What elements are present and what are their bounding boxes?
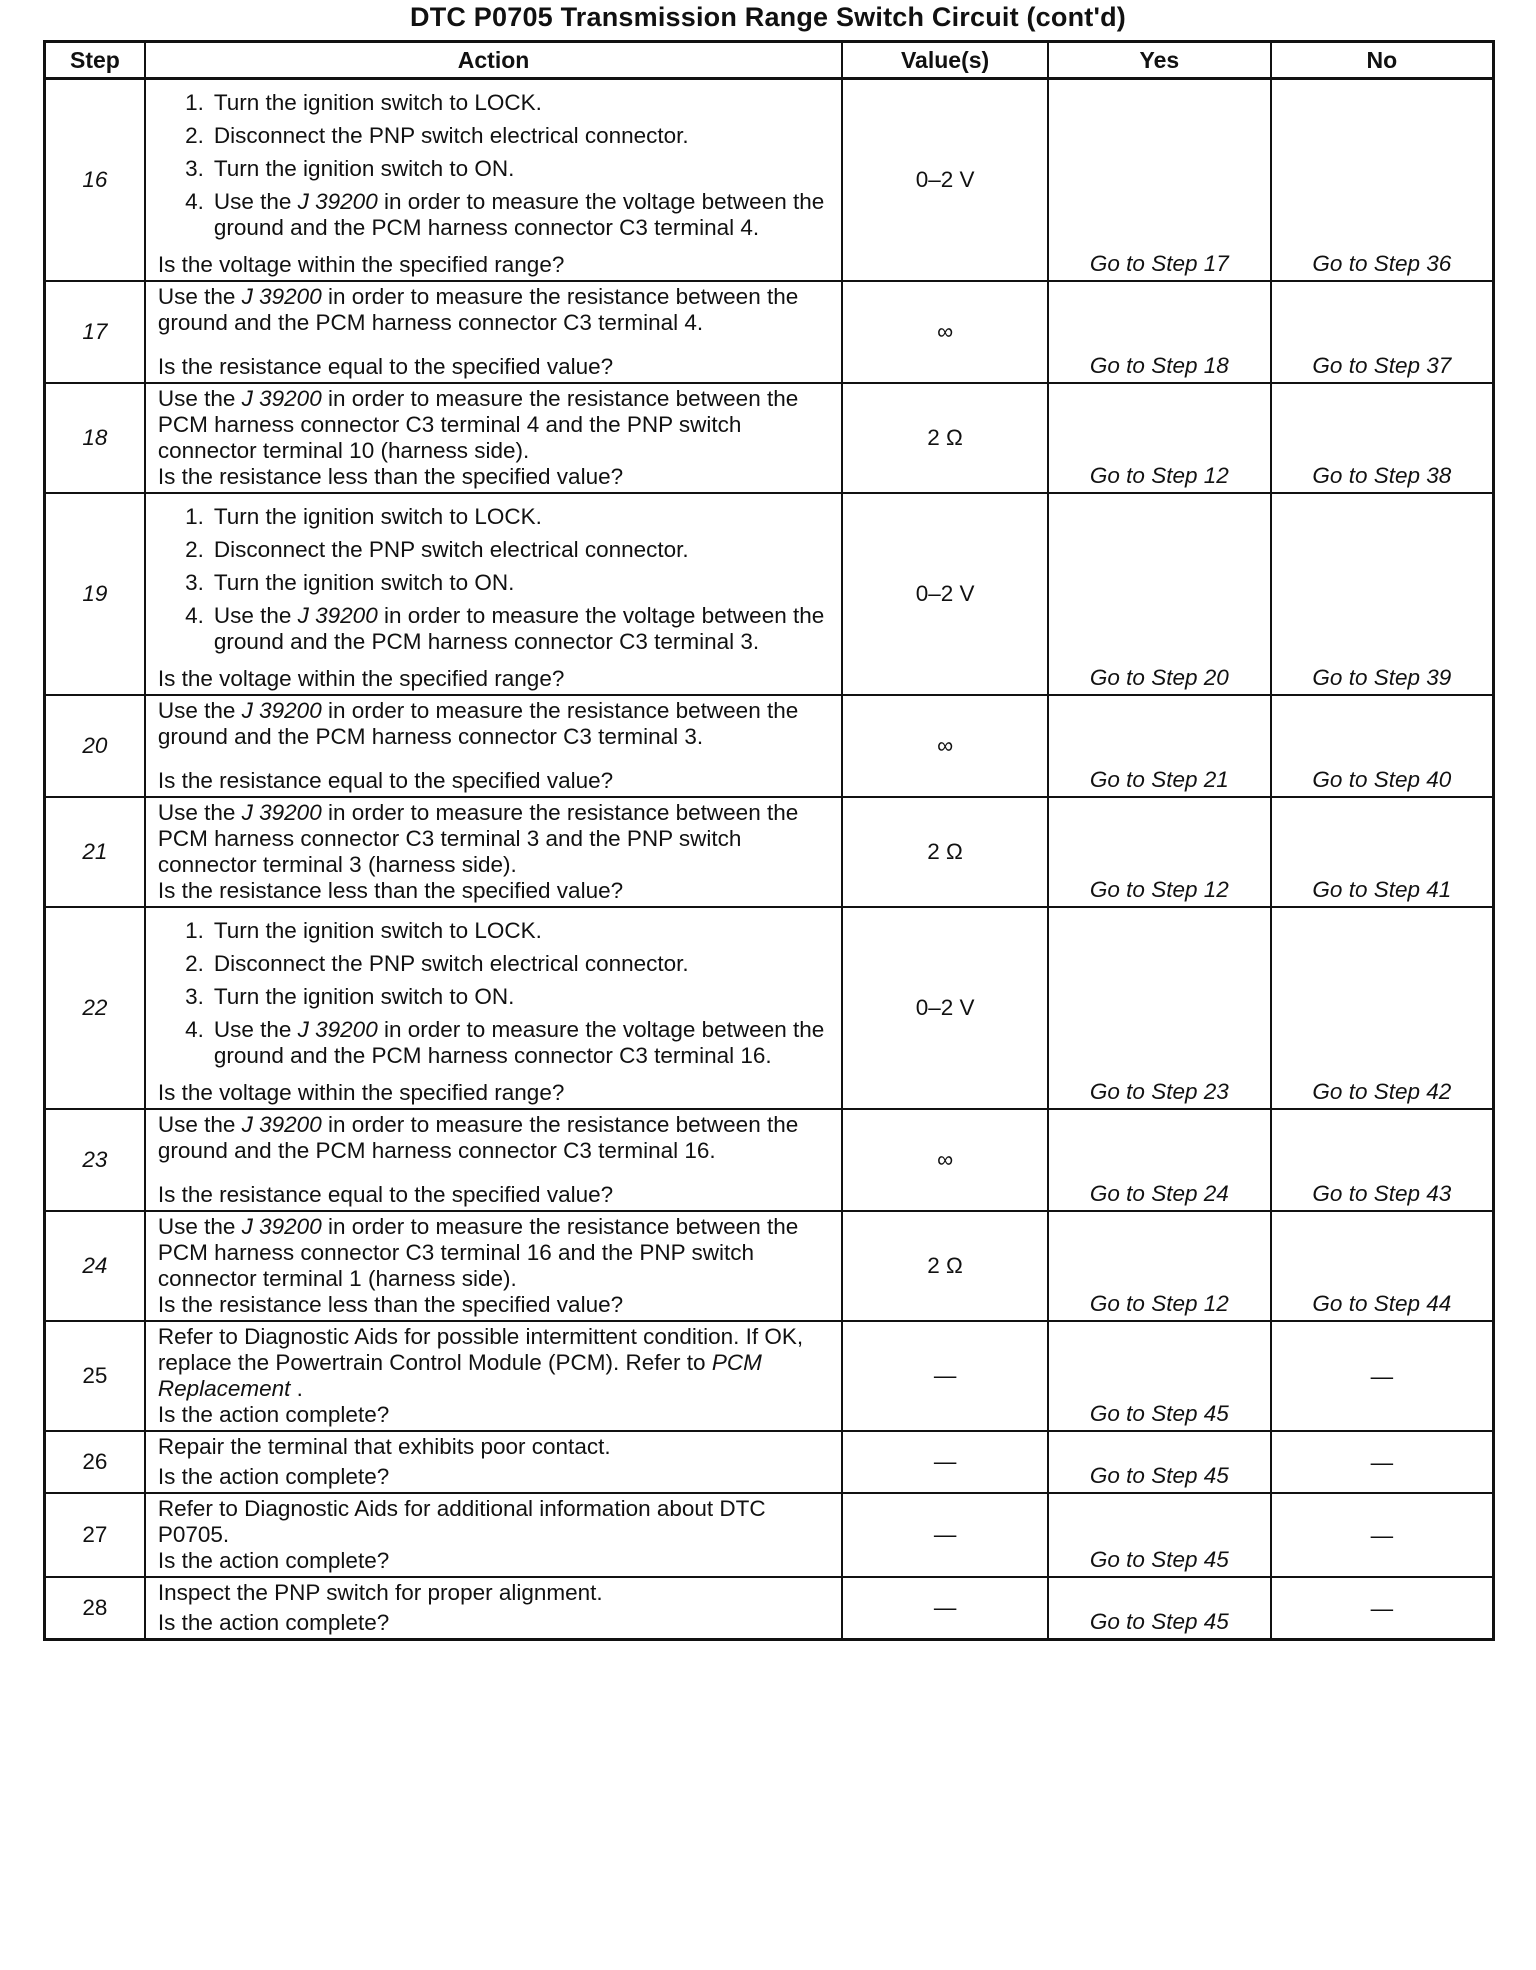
text-segment: Use the <box>213 603 298 628</box>
action-text <box>158 1324 831 1402</box>
table-row <box>45 695 1494 797</box>
step-number: 19 <box>45 493 145 695</box>
step-number: 21 <box>45 797 145 907</box>
table-row <box>45 797 1494 907</box>
list-item-text <box>214 570 831 596</box>
text-segment: in order to measure the resistance between the ground and the PCM harness connector C3 terminal 16. <box>157 1112 799 1163</box>
no-cell: Go to Step 42 <box>1271 907 1494 1109</box>
text-segment: Disconnect the PNP switch electrical connector. <box>213 123 689 148</box>
list-item <box>158 504 831 530</box>
list-item-number: 4. <box>185 1017 204 1042</box>
list-item-number: 2. <box>185 951 204 976</box>
text-segment: Inspect the PNP switch for proper alignment. <box>157 1580 603 1605</box>
action-cell <box>145 1109 842 1211</box>
header-yes: Yes <box>1048 42 1271 79</box>
action-cell <box>145 1577 842 1640</box>
no-cell: Go to Step 39 <box>1271 493 1494 695</box>
action-question: Is the resistance less than the specified value? <box>157 878 624 903</box>
text-segment: in order to measure the resistance between the ground and the PCM harness connector C3 terminal 3. <box>157 698 799 749</box>
tool-reference: J 39200 <box>297 1017 378 1042</box>
yes-cell: Go to Step 45 <box>1048 1431 1271 1493</box>
value-cell: 2 Ω <box>842 383 1048 493</box>
step-number: 27 <box>45 1493 145 1577</box>
step-number: 26 <box>45 1431 145 1493</box>
yes-cell: Go to Step 21 <box>1048 695 1271 797</box>
text-segment: in order to measure the resistance between the PCM harness connector C3 terminal 3 and the PNP switch connector terminal 3 (harness side). <box>157 800 799 877</box>
action-cell <box>145 79 842 282</box>
action-question: Is the resistance less than the specified value? <box>157 464 624 489</box>
yes-cell: Go to Step 45 <box>1048 1493 1271 1577</box>
yes-cell: Go to Step 12 <box>1048 1211 1271 1321</box>
list-item-number: 2. <box>185 537 204 562</box>
action-question: Is the voltage within the specified range? <box>157 1080 565 1105</box>
list-item-text <box>214 951 831 977</box>
text-segment: Use the <box>157 1214 242 1239</box>
no-cell: Go to Step 44 <box>1271 1211 1494 1321</box>
text-segment: Use the <box>157 386 242 411</box>
text-segment: in order to measure the resistance between the PCM harness connector C3 terminal 4 and the PNP switch connector terminal 10 (harness side). <box>157 386 799 463</box>
list-item <box>158 1017 831 1069</box>
no-cell: — <box>1271 1431 1494 1493</box>
text-segment: in order to measure the resistance between the PCM harness connector C3 terminal 16 and the PNP switch connector terminal 1 (harness side). <box>157 1214 799 1291</box>
action-cell <box>145 797 842 907</box>
table-row <box>45 79 1494 282</box>
step-number: 17 <box>45 281 145 383</box>
list-item-number: 1. <box>185 504 204 529</box>
action-text <box>158 1496 831 1548</box>
text-segment: in order to measure the voltage between the ground and the PCM harness connector C3 terminal 3. <box>213 603 825 654</box>
yes-cell: Go to Step 45 <box>1048 1321 1271 1431</box>
action-text <box>158 800 831 878</box>
text-segment: Use the <box>157 698 242 723</box>
list-item <box>158 570 831 596</box>
step-number: 28 <box>45 1577 145 1640</box>
step-number: 18 <box>45 383 145 493</box>
action-cell <box>145 695 842 797</box>
list-item <box>158 984 831 1010</box>
table-row <box>45 907 1494 1109</box>
yes-cell: Go to Step 12 <box>1048 383 1271 493</box>
action-text <box>158 1580 831 1606</box>
step-number: 24 <box>45 1211 145 1321</box>
action-question: Is the action complete? <box>157 1548 390 1573</box>
list-item-number: 1. <box>185 90 204 115</box>
list-item-text <box>214 189 831 241</box>
action-text <box>158 698 831 750</box>
step-number: 16 <box>45 79 145 282</box>
tool-reference: J 39200 <box>297 603 378 628</box>
no-cell: Go to Step 36 <box>1271 79 1494 282</box>
diagnostic-table <box>43 40 1495 1641</box>
step-number: 25 <box>45 1321 145 1431</box>
list-item-text <box>214 504 831 530</box>
action-text <box>158 386 831 464</box>
table-row <box>45 1109 1494 1211</box>
table-row <box>45 1577 1494 1640</box>
no-cell: — <box>1271 1493 1494 1577</box>
action-question: Is the resistance equal to the specified value? <box>157 768 614 793</box>
action-steps-list <box>158 90 831 248</box>
value-cell: — <box>842 1493 1048 1577</box>
value-cell: 0–2 V <box>842 907 1048 1109</box>
action-question: Is the action complete? <box>157 1610 390 1635</box>
action-question: Is the voltage within the specified range? <box>157 252 565 277</box>
text-segment: in order to measure the voltage between the ground and the PCM harness connector C3 terminal 16. <box>213 1017 825 1068</box>
text-segment: Use the <box>157 800 242 825</box>
text-segment: Turn the ignition switch to ON. <box>213 984 515 1009</box>
tool-reference: PCM Replacement <box>157 1350 762 1401</box>
list-item-number: 3. <box>185 570 204 595</box>
action-steps-list <box>158 504 831 662</box>
list-item-text <box>214 90 831 116</box>
no-cell: — <box>1271 1577 1494 1640</box>
yes-cell: Go to Step 23 <box>1048 907 1271 1109</box>
no-cell: Go to Step 41 <box>1271 797 1494 907</box>
text-segment: Turn the ignition switch to LOCK. <box>213 90 542 115</box>
yes-cell: Go to Step 17 <box>1048 79 1271 282</box>
list-item-number: 3. <box>185 984 204 1009</box>
list-item <box>158 603 831 655</box>
yes-cell: Go to Step 24 <box>1048 1109 1271 1211</box>
action-question: Is the resistance equal to the specified value? <box>157 354 614 379</box>
action-question: Is the voltage within the specified range? <box>157 666 565 691</box>
text-segment: Refer to Diagnostic Aids for possible intermittent condition. If OK, replace the Powertrain Control Module (PCM). Refer to <box>157 1324 804 1375</box>
list-item <box>158 123 831 149</box>
no-cell: Go to Step 43 <box>1271 1109 1494 1211</box>
list-item <box>158 951 831 977</box>
no-cell: — <box>1271 1321 1494 1431</box>
table-row <box>45 1493 1494 1577</box>
list-item <box>158 918 831 944</box>
no-cell: Go to Step 40 <box>1271 695 1494 797</box>
text-segment: Turn the ignition switch to LOCK. <box>213 918 542 943</box>
value-cell: 2 Ω <box>842 797 1048 907</box>
tool-reference: J 39200 <box>241 800 322 825</box>
list-item-text <box>214 603 831 655</box>
value-cell: — <box>842 1321 1048 1431</box>
list-item-number: 4. <box>185 603 204 628</box>
list-item-text <box>214 537 831 563</box>
action-cell <box>145 1321 842 1431</box>
tool-reference: J 39200 <box>241 1112 322 1137</box>
action-cell <box>145 281 842 383</box>
table-row <box>45 281 1494 383</box>
header-no: No <box>1271 42 1494 79</box>
action-cell <box>145 1493 842 1577</box>
action-steps-list <box>158 918 831 1076</box>
value-cell: 2 Ω <box>842 1211 1048 1321</box>
value-cell: ∞ <box>842 1109 1048 1211</box>
step-number: 23 <box>45 1109 145 1211</box>
action-text <box>158 1112 831 1164</box>
no-cell: Go to Step 38 <box>1271 383 1494 493</box>
action-cell <box>145 383 842 493</box>
list-item-number: 1. <box>185 918 204 943</box>
step-number: 20 <box>45 695 145 797</box>
text-segment: Use the <box>157 1112 242 1137</box>
yes-cell: Go to Step 20 <box>1048 493 1271 695</box>
header-step: Step <box>45 42 145 79</box>
yes-cell: Go to Step 18 <box>1048 281 1271 383</box>
text-segment: Repair the terminal that exhibits poor contact. <box>157 1434 611 1459</box>
list-item <box>158 156 831 182</box>
text-segment: in order to measure the voltage between the ground and the PCM harness connector C3 terminal 4. <box>213 189 825 240</box>
page-title: DTC P0705 Transmission Range Switch Circuit (cont'd) <box>410 2 1126 32</box>
text-segment: Use the <box>213 189 298 214</box>
value-cell: — <box>842 1577 1048 1640</box>
list-item-text <box>214 156 831 182</box>
action-text <box>158 1214 831 1292</box>
header-row <box>45 42 1494 79</box>
text-segment: . <box>290 1376 303 1401</box>
list-item-text <box>214 123 831 149</box>
list-item-number: 3. <box>185 156 204 181</box>
table-row <box>45 383 1494 493</box>
tool-reference: J 39200 <box>297 189 378 214</box>
list-item-text <box>214 1017 831 1069</box>
action-question: Is the resistance equal to the specified value? <box>157 1182 614 1207</box>
no-cell: Go to Step 37 <box>1271 281 1494 383</box>
action-cell <box>145 493 842 695</box>
list-item-number: 4. <box>185 189 204 214</box>
list-item <box>158 189 831 241</box>
header-action: Action <box>145 42 842 79</box>
text-segment: Refer to Diagnostic Aids for additional information about DTC P0705. <box>157 1496 766 1547</box>
action-question: Is the action complete? <box>157 1402 390 1427</box>
tool-reference: J 39200 <box>241 1214 322 1239</box>
table-row <box>45 493 1494 695</box>
text-segment: Turn the ignition switch to LOCK. <box>213 504 542 529</box>
text-segment: Turn the ignition switch to ON. <box>213 570 515 595</box>
action-text <box>158 1434 831 1460</box>
text-segment: Use the <box>157 284 242 309</box>
action-question: Is the resistance less than the specified value? <box>157 1292 624 1317</box>
action-text <box>158 284 831 336</box>
value-cell: 0–2 V <box>842 493 1048 695</box>
text-segment: Turn the ignition switch to ON. <box>213 156 515 181</box>
list-item-text <box>214 984 831 1010</box>
list-item-text <box>214 918 831 944</box>
list-item <box>158 90 831 116</box>
table-row <box>45 1431 1494 1493</box>
header-values: Value(s) <box>842 42 1048 79</box>
list-item <box>158 537 831 563</box>
tool-reference: J 39200 <box>241 284 322 309</box>
yes-cell: Go to Step 12 <box>1048 797 1271 907</box>
table-row <box>45 1321 1494 1431</box>
text-segment: in order to measure the resistance between the ground and the PCM harness connector C3 terminal 4. <box>157 284 799 335</box>
tool-reference: J 39200 <box>241 386 322 411</box>
text-segment: Disconnect the PNP switch electrical connector. <box>213 951 689 976</box>
yes-cell: Go to Step 45 <box>1048 1577 1271 1640</box>
action-question: Is the action complete? <box>157 1464 390 1489</box>
action-cell <box>145 1211 842 1321</box>
list-item-number: 2. <box>185 123 204 148</box>
value-cell: ∞ <box>842 695 1048 797</box>
table-row <box>45 1211 1494 1321</box>
text-segment: Disconnect the PNP switch electrical connector. <box>213 537 689 562</box>
step-number: 22 <box>45 907 145 1109</box>
text-segment: Use the <box>213 1017 298 1042</box>
action-cell <box>145 907 842 1109</box>
value-cell: ∞ <box>842 281 1048 383</box>
value-cell: — <box>842 1431 1048 1493</box>
value-cell: 0–2 V <box>842 79 1048 282</box>
action-cell <box>145 1431 842 1493</box>
tool-reference: J 39200 <box>241 698 322 723</box>
